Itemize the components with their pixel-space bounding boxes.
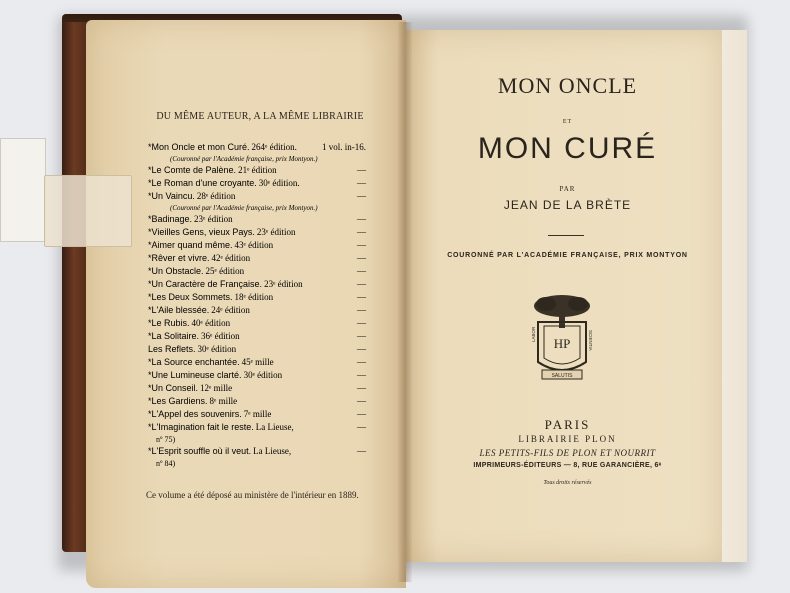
work-volume-mark: — xyxy=(357,357,366,367)
work-title: *Les Gardiens. xyxy=(148,396,208,406)
list-item xyxy=(148,304,380,317)
work-volume-mark: — xyxy=(357,292,366,302)
list-item xyxy=(148,190,380,203)
list-item xyxy=(148,265,380,278)
work-edition: 264ᵉ édition. xyxy=(251,142,297,152)
work-volume-mark: — xyxy=(357,383,366,393)
work-edition: 42ᵉ édition xyxy=(211,253,251,263)
work-volume-mark: — xyxy=(357,214,366,224)
list-item xyxy=(148,317,380,330)
work-title: *Vieilles Gens, vieux Pays. xyxy=(148,227,255,237)
work-title: *Un Obstacle. xyxy=(148,266,204,276)
emblem-letters: HP xyxy=(553,336,571,351)
title-rule xyxy=(548,235,584,236)
work-edition: 7ᵉ mille xyxy=(243,409,272,419)
list-item xyxy=(148,164,380,177)
work-volume-mark: — xyxy=(357,178,366,188)
work-edition: 23ᵉ édition xyxy=(264,279,303,289)
publisher-address: IMPRIMEURS-ÉDITEURS — 8, RUE GARANCIÈRE, 6ᵉ xyxy=(473,462,662,469)
work-volume-mark: — xyxy=(357,422,366,432)
rights-notice: Tous droits réservés xyxy=(543,480,592,486)
work-title: *Le Rubis. xyxy=(148,318,190,328)
work-title: *Un Conseil. xyxy=(148,383,199,393)
work-edition: 23ᵉ édition xyxy=(194,214,233,224)
book-title-line-1: MON ONCLE xyxy=(497,73,638,98)
work-volume-mark: — xyxy=(357,240,366,250)
work-edition: La Lieuse, xyxy=(255,422,294,432)
work-title: *Aimer quand même. xyxy=(148,240,233,250)
work-volume-mark: — xyxy=(357,344,366,354)
work-title: *L'Esprit souffle où il veut. xyxy=(148,446,252,456)
work-title: *L'Aile blessée. xyxy=(148,305,210,315)
work-volume-mark: — xyxy=(357,305,366,315)
publisher-emblem-icon xyxy=(528,292,596,384)
list-item xyxy=(148,421,380,434)
work-volume-mark: — xyxy=(357,446,366,456)
bookmark-tab xyxy=(44,175,132,247)
list-item xyxy=(148,408,380,421)
work-title: *Le Comte de Palène. xyxy=(148,165,237,175)
list-item xyxy=(148,356,380,369)
publisher-successors: LES PETITS-FILS DE PLON ET NOURRIT xyxy=(479,448,656,458)
publisher-city: PARIS xyxy=(544,417,591,432)
list-continuation: nº 84) xyxy=(156,459,176,468)
list-heading: DU MÊME AUTEUR, A LA MÊME LIBRAIRIE xyxy=(156,111,364,122)
work-volume-mark: — xyxy=(357,266,366,276)
emblem-motto-left: LABOR xyxy=(531,326,536,342)
work-title: *Mon Oncle et mon Curé. xyxy=(148,142,250,152)
bookmark xyxy=(0,138,46,242)
works-list xyxy=(148,141,380,469)
work-title: *Un Caractère de Française. xyxy=(148,279,263,289)
work-volume-mark: — xyxy=(357,165,366,175)
title-conjunction: ET xyxy=(562,119,573,125)
work-title: Les Reflets. xyxy=(148,344,196,354)
award-line: COURONNÉ PAR L'ACADÉMIE FRANÇAISE, PRIX MONTYON xyxy=(447,252,688,259)
list-item xyxy=(148,252,380,265)
work-volume-mark: — xyxy=(357,331,366,341)
work-volume-mark: — xyxy=(357,279,366,289)
work-edition: 43ᵉ édition xyxy=(234,240,274,250)
work-edition: 36ᵉ édition xyxy=(201,331,240,341)
work-edition: 12ᵉ mille xyxy=(200,383,233,393)
work-title: *Les Deux Sommets. xyxy=(148,292,233,302)
list-item xyxy=(148,382,380,395)
work-title: *L'Appel des souvenirs. xyxy=(148,409,242,419)
work-edition: La Lieuse, xyxy=(253,446,292,456)
list-item xyxy=(148,278,380,291)
work-title: *Badinage. xyxy=(148,214,193,224)
list-item xyxy=(148,343,380,356)
work-edition: 30ᵉ édition xyxy=(243,370,283,380)
work-volume-mark: — xyxy=(357,370,366,380)
work-edition: 30ᵉ édition xyxy=(197,344,237,354)
list-item xyxy=(148,445,380,458)
work-title: *La Source enchantée. xyxy=(148,357,240,367)
work-volume-mark: — xyxy=(357,253,366,263)
list-item xyxy=(148,239,380,252)
work-edition: 23ᵉ édition xyxy=(256,227,296,237)
work-volume-mark: — xyxy=(357,227,366,237)
work-title: *La Solitaire. xyxy=(148,331,200,341)
by-label: PAR xyxy=(559,185,576,193)
work-edition: 28ᵉ édition xyxy=(196,191,236,201)
work-volume-mark: — xyxy=(357,409,366,419)
work-title: *Un Vaincu. xyxy=(148,191,195,201)
book-title-line-2: MON CURÉ xyxy=(477,132,658,165)
work-edition: 18ᵉ édition xyxy=(234,292,274,302)
work-title: *Rêver et vivre. xyxy=(148,253,210,263)
deposit-note: Ce volume a été déposé au ministère de l'intérieur en 1889. xyxy=(146,490,359,500)
work-title: *L'Imagination fait le reste. xyxy=(148,422,254,432)
emblem-motto-bottom: SALUTIS xyxy=(551,373,573,379)
list-item xyxy=(148,141,380,154)
list-item xyxy=(148,369,380,382)
work-edition: 45ᵉ mille xyxy=(241,357,274,367)
work-edition: 21ᵉ édition xyxy=(238,165,277,175)
list-item xyxy=(148,226,380,239)
work-volume-mark: — xyxy=(357,191,366,201)
work-volume-mark: — xyxy=(357,396,366,406)
work-title: *Le Roman d'une croyante. xyxy=(148,178,257,188)
list-item xyxy=(148,177,380,190)
book-gutter xyxy=(398,22,412,582)
work-title: *Une Lumineuse clarté. xyxy=(148,370,242,380)
book-page-edge-line xyxy=(720,36,746,556)
publisher-name: LIBRAIRIE PLON xyxy=(518,434,617,444)
list-item xyxy=(148,213,380,226)
list-item xyxy=(148,395,380,408)
work-edition: 24ᵉ édition xyxy=(211,305,250,315)
work-edition: 30ᵉ édition. xyxy=(258,178,300,188)
list-continuation: nº 75) xyxy=(156,435,176,444)
emblem-motto-right: SCIENTIA xyxy=(588,330,593,351)
work-edition: 25ᵉ édition xyxy=(205,266,245,276)
list-note: (Couronné par l'Académie française, prix Montyon.) xyxy=(170,204,318,212)
work-edition: 40ᵉ édition xyxy=(191,318,231,328)
work-edition: 8ᵉ mille xyxy=(209,396,238,406)
list-item xyxy=(148,330,380,343)
list-note: (Couronné par l'Académie française, prix Montyon.) xyxy=(170,155,318,163)
list-item xyxy=(148,291,380,304)
author-name: JEAN DE LA BRÈTE xyxy=(503,198,632,212)
work-volume-mark: 1 vol. in-16. xyxy=(322,142,366,152)
work-volume-mark: — xyxy=(357,318,366,328)
